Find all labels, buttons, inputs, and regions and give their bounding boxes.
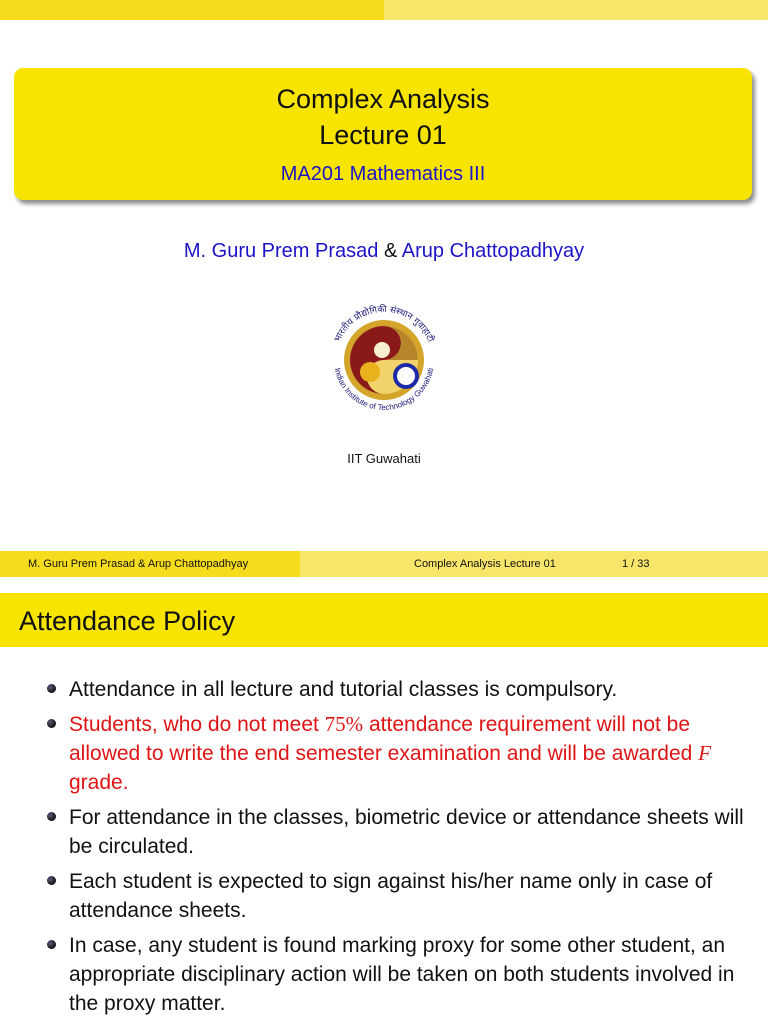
list-item	[0, 710, 768, 797]
logo-text-top: भारतीय प्रौद्योगिकी संस्थान गुवाहाटी	[332, 304, 436, 344]
bullet-text: Attendance in all lecture and tutorial classes is compulsory.	[69, 678, 618, 701]
math-grade: F	[698, 741, 712, 765]
list-item	[0, 867, 768, 925]
title-box	[14, 68, 752, 200]
frame-title-bar	[0, 593, 768, 647]
list-item	[0, 803, 768, 861]
authors-line	[0, 240, 768, 263]
bullet-icon	[47, 812, 56, 821]
top-navigation-bar	[0, 0, 768, 20]
logo-text-bottom: Indian Institute of Technology Guwahati	[332, 367, 436, 413]
bullet-icon	[47, 719, 56, 728]
bullet-text: In case, any student is found marking proxy for some other student, an appropriate disciplinary action will be taken on both students involved in the proxy matter.	[69, 934, 735, 1015]
footer-title: Complex Analysis Lecture 01	[414, 558, 556, 570]
course-name: MA201 Mathematics III	[280, 163, 486, 185]
bullet-text	[69, 710, 749, 797]
list-item	[0, 675, 768, 704]
bullet-text: Each student is expected to sign against his/her name only in case of attendance sheets.	[69, 870, 713, 922]
math-percent: 75%	[324, 712, 364, 736]
iit-guwahati-logo-icon	[322, 294, 446, 426]
bullet-text-part: Students, who do not meet	[69, 713, 325, 736]
slide-subtitle: Lecture 01	[319, 120, 447, 150]
attendance-slide	[0, 582, 768, 1024]
top-bar-left	[0, 0, 384, 20]
list-item	[0, 931, 768, 1018]
institute-name: IIT Guwahati	[347, 451, 421, 466]
bullet-icon	[47, 876, 56, 885]
author-separator: &	[383, 240, 398, 262]
slide-footer	[0, 551, 768, 577]
slide-title: Complex Analysis	[276, 84, 490, 114]
author-2: Arup Chattopadhyay	[401, 240, 585, 262]
author-1: M. Guru Prem Prasad	[183, 240, 379, 262]
bullet-text-part: attendance requirement will not be allowed to write the end semester examination and will be awarded	[69, 713, 699, 765]
footer-authors: M. Guru Prem Prasad & Arup Chattopadhyay	[28, 558, 249, 570]
bullet-list	[0, 675, 768, 1024]
bullet-icon	[47, 684, 56, 693]
footer-page-number: 1 / 33	[622, 558, 650, 570]
bullet-icon	[47, 940, 56, 949]
bullet-text-part: grade.	[69, 771, 129, 794]
bullet-text: For attendance in the classes, biometric device or attendance sheets will be circulated.	[69, 806, 744, 858]
frame-title: Attendance Policy	[19, 606, 236, 636]
top-bar-right	[384, 0, 768, 20]
